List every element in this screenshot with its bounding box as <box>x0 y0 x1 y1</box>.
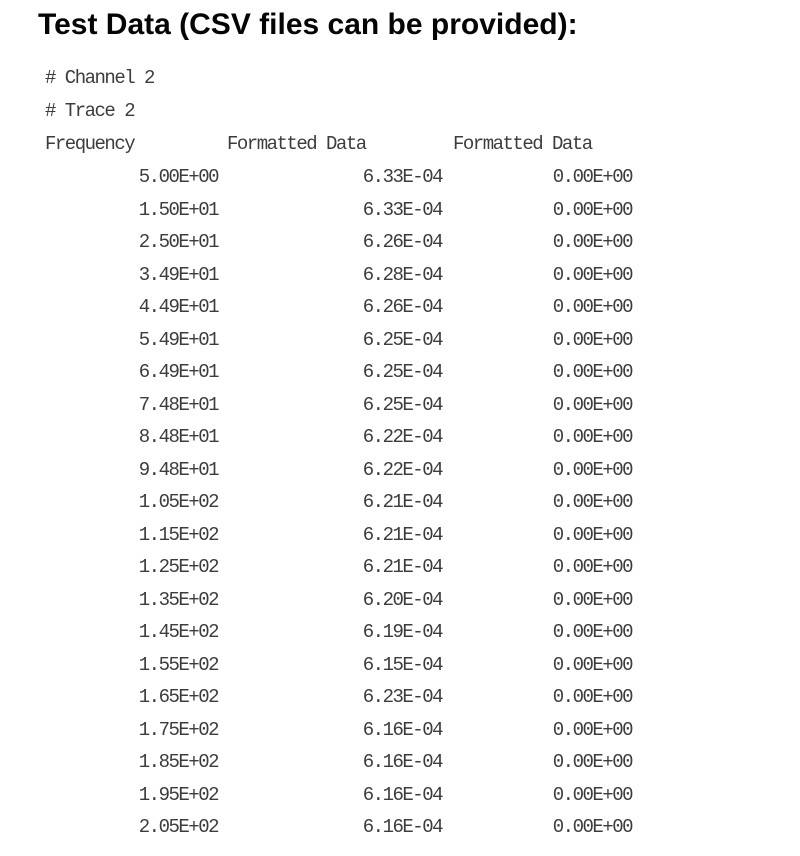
cell-formatted-data-2: 0.00E+00 <box>552 426 632 448</box>
cell-formatted-data-1: 6.22E-04 <box>362 458 442 481</box>
cell-frequency: 5.00E+00 <box>138 166 218 188</box>
cell-formatted-data-2: 0.00E+00 <box>552 523 632 546</box>
cell-formatted-data-1: 6.21E-04 <box>362 491 442 513</box>
cell-frequency: 4.49E+01 <box>138 296 218 318</box>
cell-frequency: 1.25E+02 <box>138 556 218 578</box>
cell-formatted-data-1: 6.23E-04 <box>362 686 442 708</box>
table-row <box>42 584 682 617</box>
cell-formatted-data-1: 6.16E-04 <box>362 783 442 806</box>
table-row <box>42 681 682 714</box>
csv-header-row <box>42 128 682 161</box>
cell-frequency: 8.48E+01 <box>138 426 218 448</box>
cell-formatted-data-1: 6.20E-04 <box>362 588 442 611</box>
cell-formatted-data-2: 0.00E+00 <box>552 621 632 643</box>
table-row <box>42 389 682 422</box>
cell-formatted-data-2: 0.00E+00 <box>552 166 632 188</box>
cell-formatted-data-1: 6.25E-04 <box>362 328 442 351</box>
table-row <box>42 779 682 812</box>
cell-formatted-data-1: 6.26E-04 <box>362 296 442 318</box>
cell-formatted-data-2: 0.00E+00 <box>552 458 632 481</box>
cell-formatted-data-1: 6.21E-04 <box>362 556 442 578</box>
table-row <box>42 811 682 844</box>
table-row <box>42 194 682 227</box>
table-row <box>42 486 682 519</box>
cell-formatted-data-2: 0.00E+00 <box>552 231 632 253</box>
cell-frequency: 1.95E+02 <box>138 783 218 806</box>
cell-frequency: 1.05E+02 <box>138 491 218 513</box>
column-header-formatted-data-1: Formatted Data <box>227 133 366 155</box>
cell-formatted-data-1: 6.16E-04 <box>362 816 442 838</box>
cell-formatted-data-1: 6.25E-04 <box>362 361 442 383</box>
cell-frequency: 1.45E+02 <box>138 621 218 643</box>
cell-frequency: 1.65E+02 <box>138 686 218 708</box>
cell-formatted-data-2: 0.00E+00 <box>552 751 632 773</box>
table-row <box>42 551 682 584</box>
cell-formatted-data-2: 0.00E+00 <box>552 361 632 383</box>
cell-formatted-data-2: 0.00E+00 <box>552 296 632 318</box>
csv-comment-channel: # Channel 2 <box>45 67 154 89</box>
cell-formatted-data-2: 0.00E+00 <box>552 556 632 578</box>
cell-frequency: 1.55E+02 <box>138 653 218 676</box>
table-row <box>42 454 682 487</box>
csv-comment-trace: # Trace 2 <box>45 100 135 122</box>
column-header-formatted-data-2: Formatted Data <box>453 133 592 155</box>
cell-formatted-data-1: 6.22E-04 <box>362 426 442 448</box>
table-row <box>42 356 682 389</box>
table-row <box>42 161 682 194</box>
column-header-frequency: Frequency <box>45 133 135 155</box>
cell-frequency: 1.35E+02 <box>138 588 218 611</box>
cell-frequency: 2.05E+02 <box>138 816 218 838</box>
cell-formatted-data-1: 6.33E-04 <box>362 166 442 188</box>
cell-formatted-data-1: 6.28E-04 <box>362 263 442 286</box>
page-title: Test Data (CSV files can be provided): <box>38 8 578 41</box>
cell-frequency: 7.48E+01 <box>138 393 218 416</box>
cell-frequency: 1.85E+02 <box>138 751 218 773</box>
cell-frequency: 1.50E+01 <box>138 198 218 221</box>
cell-formatted-data-1: 6.25E-04 <box>362 393 442 416</box>
table-row <box>42 519 682 552</box>
cell-formatted-data-2: 0.00E+00 <box>552 783 632 806</box>
cell-formatted-data-2: 0.00E+00 <box>552 653 632 676</box>
cell-frequency: 2.50E+01 <box>138 231 218 253</box>
table-row <box>42 421 682 454</box>
cell-formatted-data-2: 0.00E+00 <box>552 588 632 611</box>
table-row <box>42 259 682 292</box>
cell-frequency: 1.15E+02 <box>138 523 218 546</box>
data-rows <box>42 161 682 844</box>
cell-frequency: 6.49E+01 <box>138 361 218 383</box>
cell-formatted-data-1: 6.16E-04 <box>362 718 442 741</box>
table-row <box>42 714 682 747</box>
cell-formatted-data-2: 0.00E+00 <box>552 718 632 741</box>
cell-formatted-data-2: 0.00E+00 <box>552 491 632 513</box>
cell-formatted-data-1: 6.33E-04 <box>362 198 442 221</box>
cell-formatted-data-2: 0.00E+00 <box>552 263 632 286</box>
table-row <box>42 226 682 259</box>
cell-formatted-data-2: 0.00E+00 <box>552 328 632 351</box>
cell-formatted-data-2: 0.00E+00 <box>552 816 632 838</box>
cell-formatted-data-1: 6.15E-04 <box>362 653 442 676</box>
cell-formatted-data-2: 0.00E+00 <box>552 198 632 221</box>
cell-formatted-data-1: 6.26E-04 <box>362 231 442 253</box>
cell-formatted-data-2: 0.00E+00 <box>552 686 632 708</box>
table-row <box>42 649 682 682</box>
cell-formatted-data-2: 0.00E+00 <box>552 393 632 416</box>
table-row <box>42 746 682 779</box>
cell-formatted-data-1: 6.19E-04 <box>362 621 442 643</box>
cell-frequency: 9.48E+01 <box>138 458 218 481</box>
cell-formatted-data-1: 6.21E-04 <box>362 523 442 546</box>
table-row <box>42 616 682 649</box>
cell-frequency: 3.49E+01 <box>138 263 218 286</box>
cell-formatted-data-1: 6.16E-04 <box>362 751 442 773</box>
csv-data-view <box>42 62 682 844</box>
cell-frequency: 1.75E+02 <box>138 718 218 741</box>
cell-frequency: 5.49E+01 <box>138 328 218 351</box>
table-row <box>42 291 682 324</box>
table-row <box>42 324 682 357</box>
